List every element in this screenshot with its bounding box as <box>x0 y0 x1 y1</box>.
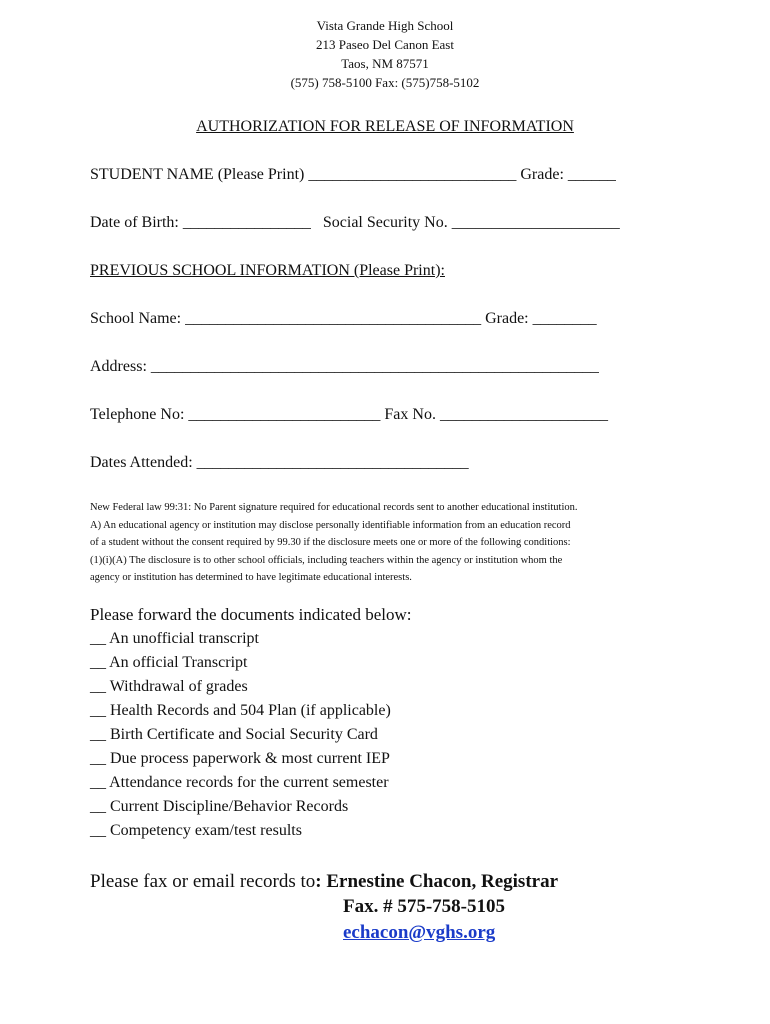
checklist-item-attendance[interactable]: __ Attendance records for the current semester <box>90 774 389 791</box>
checklist-item-official-transcript[interactable]: __ An official Transcript <box>90 654 248 671</box>
checklist-item-competency-exam[interactable]: __ Competency exam/test results <box>90 822 302 839</box>
notice-line: New Federal law 99:31: No Parent signature required for educational records sent to another educational institution. <box>90 502 578 513</box>
documents-checklist <box>90 603 411 843</box>
notice-line: A) An educational agency or institution may disclose personally identifiable information from an education record <box>90 519 571 531</box>
previous-school-heading: PREVIOUS SCHOOL INFORMATION (Please Print): <box>90 262 445 279</box>
checklist-item-unofficial-transcript[interactable]: __ An unofficial transcript <box>90 630 259 647</box>
checklist-item-discipline[interactable]: __ Current Discipline/Behavior Records <box>90 798 349 815</box>
contact-prefix: Please fax or email records to <box>90 871 316 892</box>
notice-line: (1)(i)(A) The disclosure is to other school officials, including teachers within the agency or institution whom the <box>90 554 563 566</box>
school-name: Vista Grande High School <box>316 18 454 33</box>
student-name-grade-field[interactable]: STUDENT NAME (Please Print) __________________________ Grade: ______ <box>90 166 616 183</box>
school-phone-fax: (575) 758-5100 Fax: (575)758-5102 <box>290 75 480 90</box>
checklist-item-due-process-iep[interactable]: __ Due process paperwork & most current IEP <box>90 750 390 767</box>
registrar-email-link[interactable]: echacon@vghs.org <box>343 922 496 943</box>
registrar-fax: Fax. # 575-758-5105 <box>343 896 506 917</box>
federal-law-notice <box>90 499 690 587</box>
documents-intro: Please forward the documents indicated below: <box>90 605 412 624</box>
form-title: AUTHORIZATION FOR RELEASE OF INFORMATION <box>196 118 574 135</box>
contact-instructions <box>90 868 558 896</box>
school-name-grade-field[interactable]: School Name: _____________________________________ Grade: ________ <box>90 310 597 327</box>
dob-ssn-field[interactable]: Date of Birth: ________________ Social Security No. _____________________ <box>90 214 620 231</box>
address-field[interactable]: Address: ________________________________________________________ <box>90 358 599 375</box>
checklist-item-health-records[interactable]: __ Health Records and 504 Plan (if applicable) <box>90 702 391 719</box>
notice-line: agency or institution has determined to have legitimate educational interests. <box>90 572 412 583</box>
school-city: Taos, NM 87571 <box>341 56 429 71</box>
dates-attended-field[interactable]: Dates Attended: __________________________________ <box>90 454 469 471</box>
checklist-item-withdrawal-grades[interactable]: __ Withdrawal of grades <box>90 678 248 695</box>
telephone-fax-field[interactable]: Telephone No: ________________________ Fax No. _____________________ <box>90 406 608 423</box>
notice-line: of a student without the consent required by 99.30 if the disclosure meets one or more of the following conditions: <box>90 537 571 548</box>
school-street: 213 Paseo Del Canon East <box>316 37 454 52</box>
school-letterhead <box>0 16 770 92</box>
registrar-name: : Ernestine Chacon, Registrar <box>315 871 559 892</box>
checklist-item-birth-certificate[interactable]: __ Birth Certificate and Social Security Card <box>90 726 378 743</box>
